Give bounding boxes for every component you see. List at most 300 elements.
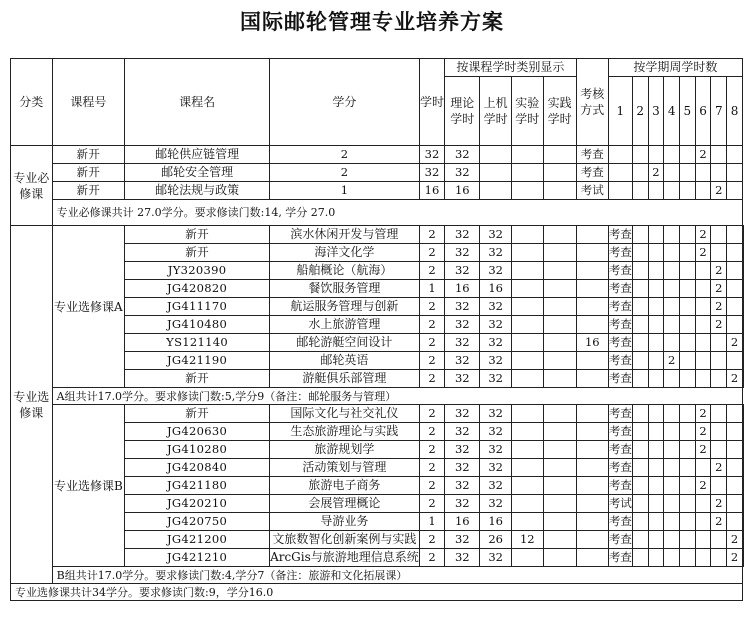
course-credit: 1: [419, 513, 444, 531]
practice-hours: [576, 226, 608, 244]
semester-hours: [695, 182, 711, 200]
course-name: 生态旅游理论与实践: [270, 423, 420, 441]
course-name: 旅游规划学: [270, 441, 420, 459]
course-hours: 16: [445, 513, 480, 531]
course-code: JG420820: [125, 280, 270, 298]
course-hours: 32: [445, 226, 480, 244]
header-row-1: [11, 59, 744, 77]
semester-hours: [727, 513, 743, 531]
course-name: 滨水休闲开发与管理: [270, 226, 420, 244]
semester-hours: [695, 531, 711, 549]
semester-hours: [648, 146, 664, 164]
experiment-hours: [511, 164, 543, 182]
semester-hours: [608, 146, 632, 164]
practice-hours: [576, 405, 608, 423]
experiment-hours: [543, 423, 576, 441]
semester-hours: 2: [711, 262, 727, 280]
practice-hours: [576, 262, 608, 280]
practice-hours: [576, 423, 608, 441]
course-name: 活动策划与管理: [270, 459, 420, 477]
theory-hours: 32: [480, 495, 512, 513]
semester-hours: [680, 459, 696, 477]
semester-hours: [695, 459, 711, 477]
experiment-hours: [543, 352, 576, 370]
exam-method: 考查: [608, 441, 632, 459]
course-name: 导游业务: [270, 513, 420, 531]
semester-hours: [632, 370, 648, 388]
semester-hours: [664, 334, 680, 352]
semester-hours: 2: [695, 226, 711, 244]
semester-hours: [632, 164, 648, 182]
course-hours: 32: [419, 146, 444, 164]
table-row: [11, 146, 744, 164]
semester-hours: [727, 182, 743, 200]
practice-hours: [543, 146, 576, 164]
category-elective: 专业选修课: [11, 226, 53, 584]
practice-hours: [576, 531, 608, 549]
semester-hours: [727, 316, 743, 334]
summary-row: [11, 567, 744, 584]
course-code: YS121140: [125, 334, 270, 352]
theory-hours: 16: [480, 280, 512, 298]
exam-method: 考查: [608, 262, 632, 280]
course-credit: 2: [419, 423, 444, 441]
semester-hours: [632, 146, 648, 164]
computer-hours: [480, 182, 512, 200]
semester-hours: [743, 262, 744, 280]
experiment-hours: [543, 334, 576, 352]
summary-row: [11, 584, 744, 601]
experiment-hours: [543, 495, 576, 513]
header-computer: 上机学时: [480, 77, 512, 146]
semester-hours: [632, 477, 648, 495]
exam-method: 考查: [608, 477, 632, 495]
course-hours: 32: [419, 164, 444, 182]
course-name: 船舶概论（航海）: [270, 262, 420, 280]
course-code: JG420210: [125, 495, 270, 513]
semester-hours: [680, 280, 696, 298]
header-weekly: 按学期周学时数: [608, 59, 742, 77]
header-semester: 2: [632, 77, 648, 146]
course-credit: 2: [419, 441, 444, 459]
semester-hours: [632, 423, 648, 441]
course-code: 新开: [125, 244, 270, 262]
course-hours: 16: [445, 280, 480, 298]
exam-method: 考查: [608, 226, 632, 244]
experiment-hours: [543, 459, 576, 477]
semester-hours: 2: [711, 513, 727, 531]
course-hours: 32: [445, 459, 480, 477]
course-credit: 2: [270, 164, 420, 182]
semester-hours: [664, 226, 680, 244]
semester-hours: [711, 477, 727, 495]
semester-hours: [695, 164, 711, 182]
exam-method: 考试: [576, 182, 608, 200]
exam-method: 考查: [608, 334, 632, 352]
course-name: 邮轮安全管理: [125, 164, 270, 182]
course-name: 游艇俱乐部管理: [270, 370, 420, 388]
course-name: 会展管理概论: [270, 495, 420, 513]
semester-hours: [632, 459, 648, 477]
course-credit: 2: [419, 459, 444, 477]
practice-hours: [576, 459, 608, 477]
theory-hours: 26: [480, 531, 512, 549]
course-code: JG421190: [125, 352, 270, 370]
semester-hours: [632, 262, 648, 280]
computer-hours: [511, 459, 543, 477]
semester-hours: [695, 513, 711, 531]
semester-hours: [648, 262, 664, 280]
semester-hours: [711, 226, 727, 244]
semester-hours: [727, 352, 743, 370]
semester-hours: 2: [711, 182, 727, 200]
course-name: 海洋文化学: [270, 244, 420, 262]
course-credit: 2: [419, 352, 444, 370]
course-hours: 32: [445, 477, 480, 495]
exam-method: 考查: [576, 164, 608, 182]
exam-method: 考查: [608, 459, 632, 477]
header-exam: 考核方式: [576, 59, 608, 146]
semester-hours: [743, 244, 744, 262]
semester-hours: [680, 316, 696, 334]
semester-hours: [632, 405, 648, 423]
course-name: 航运服务管理与创新: [270, 298, 420, 316]
semester-hours: [680, 405, 696, 423]
semester-hours: [743, 531, 744, 549]
semester-hours: [727, 405, 743, 423]
course-credit: 2: [419, 262, 444, 280]
course-name: 水上旅游管理: [270, 316, 420, 334]
semester-hours: [664, 423, 680, 441]
course-credit: 2: [419, 334, 444, 352]
semester-hours: [680, 146, 696, 164]
course-code: JG411170: [125, 298, 270, 316]
exam-method: 考查: [608, 316, 632, 334]
course-credit: 1: [270, 182, 420, 200]
semester-hours: [711, 549, 727, 567]
semester-hours: [648, 370, 664, 388]
course-code: JG420750: [125, 513, 270, 531]
semester-hours: 2: [664, 352, 680, 370]
table-row: [11, 182, 744, 200]
semester-hours: [648, 549, 664, 567]
semester-hours: [743, 459, 744, 477]
semester-hours: [727, 298, 743, 316]
group-a-summary: A组共计17.0学分。要求修读门数:5,学分9（备注：邮轮服务与管理）: [52, 388, 742, 405]
course-name: 餐饮服务管理: [270, 280, 420, 298]
semester-hours: [711, 370, 727, 388]
course-hours: 32: [445, 262, 480, 280]
semester-hours: 2: [711, 316, 727, 334]
semester-hours: [711, 244, 727, 262]
semester-hours: [664, 513, 680, 531]
semester-hours: [632, 298, 648, 316]
semester-hours: [743, 441, 744, 459]
practice-hours: [576, 316, 608, 334]
course-credit: 2: [419, 405, 444, 423]
exam-method: 考查: [608, 280, 632, 298]
elective-summary: 专业选修课共计34学分。要求修读门数:9，学分16.0: [11, 584, 743, 601]
semester-hours: [727, 164, 743, 182]
computer-hours: [511, 298, 543, 316]
course-credit: 2: [419, 244, 444, 262]
semester-hours: 2: [695, 477, 711, 495]
exam-method: 考查: [608, 370, 632, 388]
practice-hours: [543, 164, 576, 182]
semester-hours: 2: [695, 146, 711, 164]
course-name: 邮轮供应链管理: [125, 146, 270, 164]
course-code: 新开: [125, 226, 270, 244]
computer-hours: [480, 164, 512, 182]
exam-method: 考查: [608, 513, 632, 531]
semester-hours: [711, 441, 727, 459]
semester-hours: [743, 370, 744, 388]
semester-hours: [711, 146, 727, 164]
semester-hours: [632, 182, 648, 200]
semester-hours: [743, 405, 744, 423]
exam-method: 考查: [608, 423, 632, 441]
semester-hours: [727, 441, 743, 459]
semester-hours: [695, 549, 711, 567]
semester-hours: 2: [711, 459, 727, 477]
semester-hours: [632, 244, 648, 262]
semester-hours: [680, 495, 696, 513]
semester-hours: [680, 531, 696, 549]
group-b-summary: B组共计17.0学分。要求修读门数:4,学分7（备注：旅游和文化拓展课）: [52, 567, 742, 584]
semester-hours: 2: [711, 280, 727, 298]
computer-hours: [511, 495, 543, 513]
header-category: 分类: [11, 59, 53, 146]
semester-hours: [664, 298, 680, 316]
course-code: JG421200: [125, 531, 270, 549]
semester-hours: [648, 352, 664, 370]
course-credit: 1: [419, 280, 444, 298]
semester-hours: [648, 182, 664, 200]
experiment-hours: [543, 370, 576, 388]
semester-hours: [680, 226, 696, 244]
semester-hours: 2: [711, 298, 727, 316]
header-semester: 4: [664, 77, 680, 146]
course-hours: 32: [445, 352, 480, 370]
semester-hours: [648, 423, 664, 441]
course-code: JG421210: [125, 549, 270, 567]
course-code: JG421180: [125, 477, 270, 495]
theory-hours: 32: [480, 370, 512, 388]
semester-hours: [727, 477, 743, 495]
course-code: 新开: [125, 405, 270, 423]
theory-hours: 16: [480, 513, 512, 531]
practice-hours: [576, 352, 608, 370]
semester-hours: [608, 182, 632, 200]
semester-hours: [680, 477, 696, 495]
semester-hours: [648, 513, 664, 531]
exam-method: 考试: [608, 495, 632, 513]
semester-hours: [727, 495, 743, 513]
semester-hours: [695, 262, 711, 280]
summary-row: [11, 200, 744, 226]
header-experiment: 实验学时: [511, 77, 543, 146]
semester-hours: [711, 423, 727, 441]
semester-hours: [743, 280, 744, 298]
exam-method: 考查: [608, 352, 632, 370]
semester-hours: [664, 316, 680, 334]
computer-hours: [511, 226, 543, 244]
practice-hours: [576, 477, 608, 495]
semester-hours: [664, 477, 680, 495]
course-code: 新开: [52, 164, 124, 182]
exam-method: 考查: [608, 244, 632, 262]
header-semester: 6: [695, 77, 711, 146]
course-credit: 2: [270, 146, 420, 164]
computer-hours: [511, 549, 543, 567]
theory-hours: 32: [480, 441, 512, 459]
semester-hours: [648, 441, 664, 459]
semester-hours: 2: [727, 531, 743, 549]
exam-method: 考查: [608, 549, 632, 567]
course-hours: 32: [445, 549, 480, 567]
theory-hours: 32: [480, 477, 512, 495]
practice-hours: [576, 298, 608, 316]
header-semester: 8: [727, 77, 743, 146]
course-hours: 32: [445, 441, 480, 459]
theory-hours: 32: [480, 262, 512, 280]
practice-hours: [576, 549, 608, 567]
semester-hours: [695, 495, 711, 513]
semester-hours: [664, 280, 680, 298]
course-hours: 32: [445, 423, 480, 441]
semester-hours: [632, 531, 648, 549]
course-hours: 32: [445, 405, 480, 423]
semester-hours: [632, 334, 648, 352]
course-name: 邮轮英语: [270, 352, 420, 370]
semester-hours: [680, 262, 696, 280]
semester-hours: [664, 182, 680, 200]
semester-hours: [695, 352, 711, 370]
semester-hours: [727, 244, 743, 262]
semester-hours: [632, 549, 648, 567]
semester-hours: [695, 370, 711, 388]
semester-hours: [743, 423, 744, 441]
experiment-hours: [543, 405, 576, 423]
course-credit: 2: [419, 226, 444, 244]
experiment-hours: [543, 298, 576, 316]
semester-hours: [648, 316, 664, 334]
theory-hours: 32: [480, 423, 512, 441]
semester-hours: [695, 316, 711, 334]
computer-hours: [511, 477, 543, 495]
group-a-label: 专业选修课A: [52, 226, 124, 388]
practice-hours: 16: [576, 334, 608, 352]
theory-hours: 32: [480, 316, 512, 334]
semester-hours: [711, 164, 727, 182]
semester-hours: [711, 334, 727, 352]
semester-hours: [648, 495, 664, 513]
semester-hours: [727, 280, 743, 298]
semester-hours: [680, 298, 696, 316]
semester-hours: [743, 226, 744, 244]
header-theory: 理论学时: [445, 77, 480, 146]
header-hour-category: 按课程学时类别显示: [445, 59, 576, 77]
semester-hours: [743, 477, 744, 495]
course-credit: 2: [419, 477, 444, 495]
header-practice: 实践学时: [543, 77, 576, 146]
course-name: 邮轮游艇空间设计: [270, 334, 420, 352]
semester-hours: [695, 334, 711, 352]
group-b-label: 专业选修课B: [52, 405, 124, 567]
header-credit: 学分: [270, 59, 420, 146]
table-row: [11, 164, 744, 182]
course-name: ArcGis与旅游地理信息系统: [270, 549, 420, 567]
computer-hours: [511, 352, 543, 370]
semester-hours: [648, 334, 664, 352]
semester-hours: [632, 280, 648, 298]
semester-hours: [680, 182, 696, 200]
semester-hours: [680, 244, 696, 262]
semester-hours: [695, 280, 711, 298]
computer-hours: [511, 423, 543, 441]
course-code: 新开: [52, 146, 124, 164]
experiment-hours: [543, 262, 576, 280]
semester-hours: [632, 316, 648, 334]
header-semester: 7: [711, 77, 727, 146]
semester-hours: [664, 549, 680, 567]
course-code: JG420630: [125, 423, 270, 441]
semester-hours: [743, 334, 744, 352]
course-hours: 32: [445, 370, 480, 388]
semester-hours: 2: [695, 441, 711, 459]
course-hours: 32: [445, 495, 480, 513]
semester-hours: [664, 405, 680, 423]
semester-hours: 2: [727, 334, 743, 352]
computer-hours: [511, 334, 543, 352]
semester-hours: [664, 495, 680, 513]
course-code: JG410280: [125, 441, 270, 459]
header-hours: 学时: [419, 59, 444, 146]
course-credit: 2: [419, 531, 444, 549]
course-name: 文旅数智化创新案例与实践: [270, 531, 420, 549]
semester-hours: [664, 531, 680, 549]
computer-hours: [511, 405, 543, 423]
training-plan-table: [10, 58, 744, 601]
course-code: JG410480: [125, 316, 270, 334]
semester-hours: [727, 262, 743, 280]
semester-hours: [727, 226, 743, 244]
practice-hours: [576, 244, 608, 262]
summary-row: [11, 388, 744, 405]
course-hours: 32: [445, 334, 480, 352]
semester-hours: [648, 226, 664, 244]
category-required: 专业必修课: [11, 146, 53, 226]
semester-hours: 2: [695, 244, 711, 262]
exam-method: 考查: [608, 531, 632, 549]
semester-hours: [727, 423, 743, 441]
semester-hours: [664, 146, 680, 164]
course-name: 邮轮法规与政策: [125, 182, 270, 200]
computer-hours: [511, 370, 543, 388]
semester-hours: [743, 352, 744, 370]
computer-hours: [511, 280, 543, 298]
course-credit: 2: [419, 370, 444, 388]
computer-hours: [511, 316, 543, 334]
semester-hours: [632, 495, 648, 513]
semester-hours: [743, 316, 744, 334]
course-hours: 32: [445, 244, 480, 262]
semester-hours: [664, 441, 680, 459]
experiment-hours: [543, 477, 576, 495]
theory-hours: 32: [445, 146, 480, 164]
theory-hours: 32: [480, 459, 512, 477]
header-name: 课程名: [125, 59, 270, 146]
